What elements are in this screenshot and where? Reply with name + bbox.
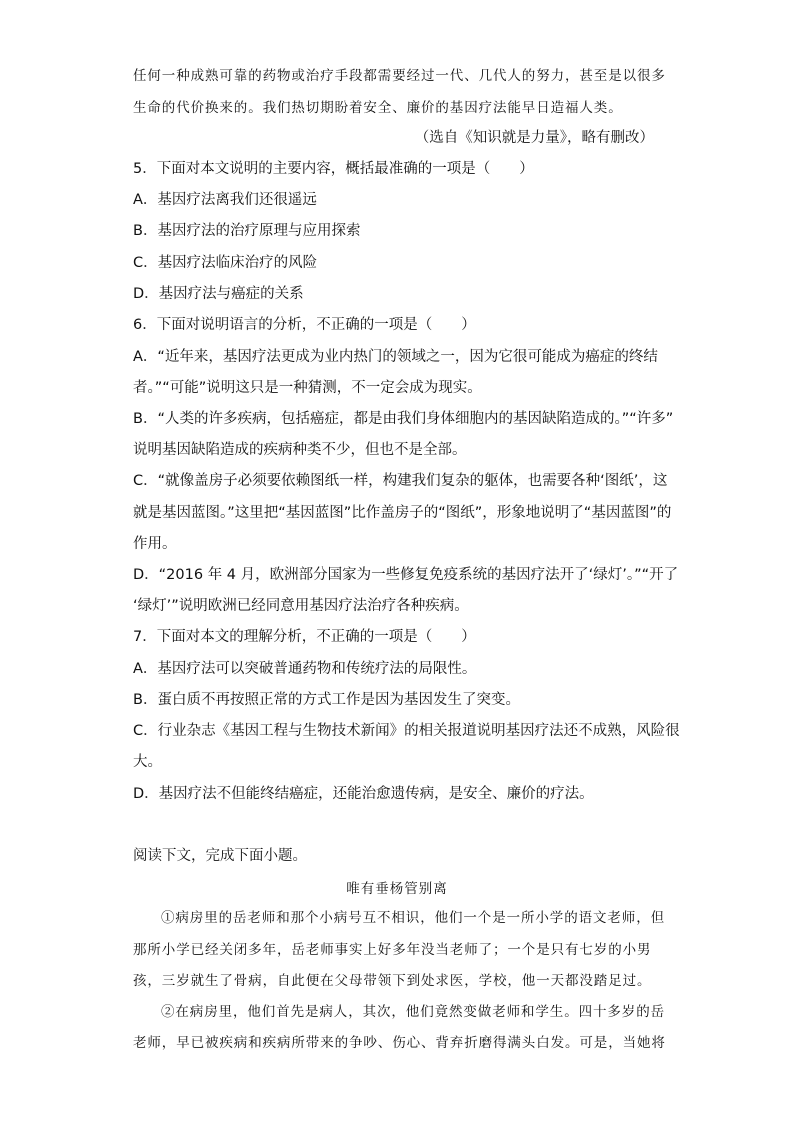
question-6-option-c-line-2: 就是基因蓝图。”这里把“基因蓝图”比作盖房子的“图纸”，形象地说明了“基因蓝图”的 xyxy=(133,505,672,521)
question-5-option-a: A．基因疗法离我们还很遥远 xyxy=(133,192,317,208)
question-6-option-d-line-1: D．“2016 年 4 月，欧洲部分国家为一些修复免疫系统的基因疗法开了‘绿灯’。”“开了 xyxy=(133,567,679,583)
passage1-line-1: 任何一种成熟可靠的药物或治疗手段都需要经过一代、几代人的努力，甚至是以很多 xyxy=(133,68,666,84)
paragraph-1-line-3: 孩，三岁就生了骨病，自此便在父母带领下到处求医，学校，他一天都没踏足过。 xyxy=(133,973,652,989)
question-6-option-d-line-2: ‘绿灯’”说明欧洲已经同意用基因疗法治疗各种疾病。 xyxy=(133,598,469,614)
question-7-option-a: A．基因疗法可以突破普通药物和传统疗法的局限性。 xyxy=(133,661,477,677)
question-7-option-c-line-1: C．行业杂志《基因工程与生物技术新闻》的相关报道说明基因疗法还不成熟，风险很 xyxy=(133,723,680,739)
question-5-option-b: B．基因疗法的治疗原理与应用探索 xyxy=(133,223,361,239)
question-5-option-d: D．基因疗法与癌症的关系 xyxy=(133,286,304,302)
source-citation: （选自《知识就是力量》，略有删改） xyxy=(414,130,654,146)
question-7-option-b: B．蛋白质不再按照正常的方式工作是因为基因发生了突变。 xyxy=(133,692,520,708)
paragraph-1-line-1: ①病房里的岳老师和那个小病号互不相识，他们一个是一所小学的语文老师，但 xyxy=(161,910,665,926)
question-6-stem: 6．下面对说明语言的分析，不正确的一项是（ ） xyxy=(133,317,476,333)
paragraph-2-line-1: ②在病房里，他们首先是病人，其次，他们竟然变做老师和学生。四十多岁的岳 xyxy=(161,1004,665,1020)
question-7-option-d: D．基因疗法不但能终结癌症，还能治愈遗传病，是安全、廉价的疗法。 xyxy=(133,786,594,802)
question-6-option-b-line-2: 说明基因缺陷造成的疾病种类不少，但也不是全部。 xyxy=(133,442,467,458)
passage1-line-2: 生命的代价换来的。我们热切期盼着安全、廉价的基因疗法能早日造福人类。 xyxy=(133,100,623,116)
question-6-option-a-line-1: A．“近年来，基因疗法更成为业内热门的领域之一，因为它很可能成为癌症的终结 xyxy=(133,349,658,365)
question-6-option-c-line-3: 作用。 xyxy=(133,536,177,552)
question-6-option-a-line-2: 者。”“可能”说明这只是一种猜测，不一定会成为现实。 xyxy=(133,380,482,396)
paragraph-2-line-2: 老师，早已被疾病和疾病所带来的争吵、伤心、背弃折磨得满头白发。可是，当她将 xyxy=(133,1035,666,1051)
question-5-stem: 5．下面对本文说明的主要内容，概括最准确的一项是（ ） xyxy=(133,161,534,177)
reading-instruction: 阅读下文，完成下面小题。 xyxy=(133,848,307,864)
paragraph-1-line-2: 那所小学已经关闭多年，岳老师事实上好多年没当老师了；一个是只有七岁的小男 xyxy=(133,942,652,958)
question-6-option-b-line-1: B．“人类的许多疾病，包括癌症，都是由我们身体细胞内的基因缺陷造成的。”“许多” xyxy=(133,411,674,427)
question-6-option-c-line-1: C．“就像盖房子必须要依赖图纸一样，构建我们复杂的躯体，也需要各种‘图纸’，这 xyxy=(133,473,668,489)
question-5-option-c: C．基因疗法临床治疗的风险 xyxy=(133,255,318,271)
question-7-stem: 7．下面对本文的理解分析，不正确的一项是（ ） xyxy=(133,629,476,645)
article-title: 唯有垂杨管别离 xyxy=(346,881,448,897)
question-7-option-c-line-2: 大。 xyxy=(133,754,162,770)
